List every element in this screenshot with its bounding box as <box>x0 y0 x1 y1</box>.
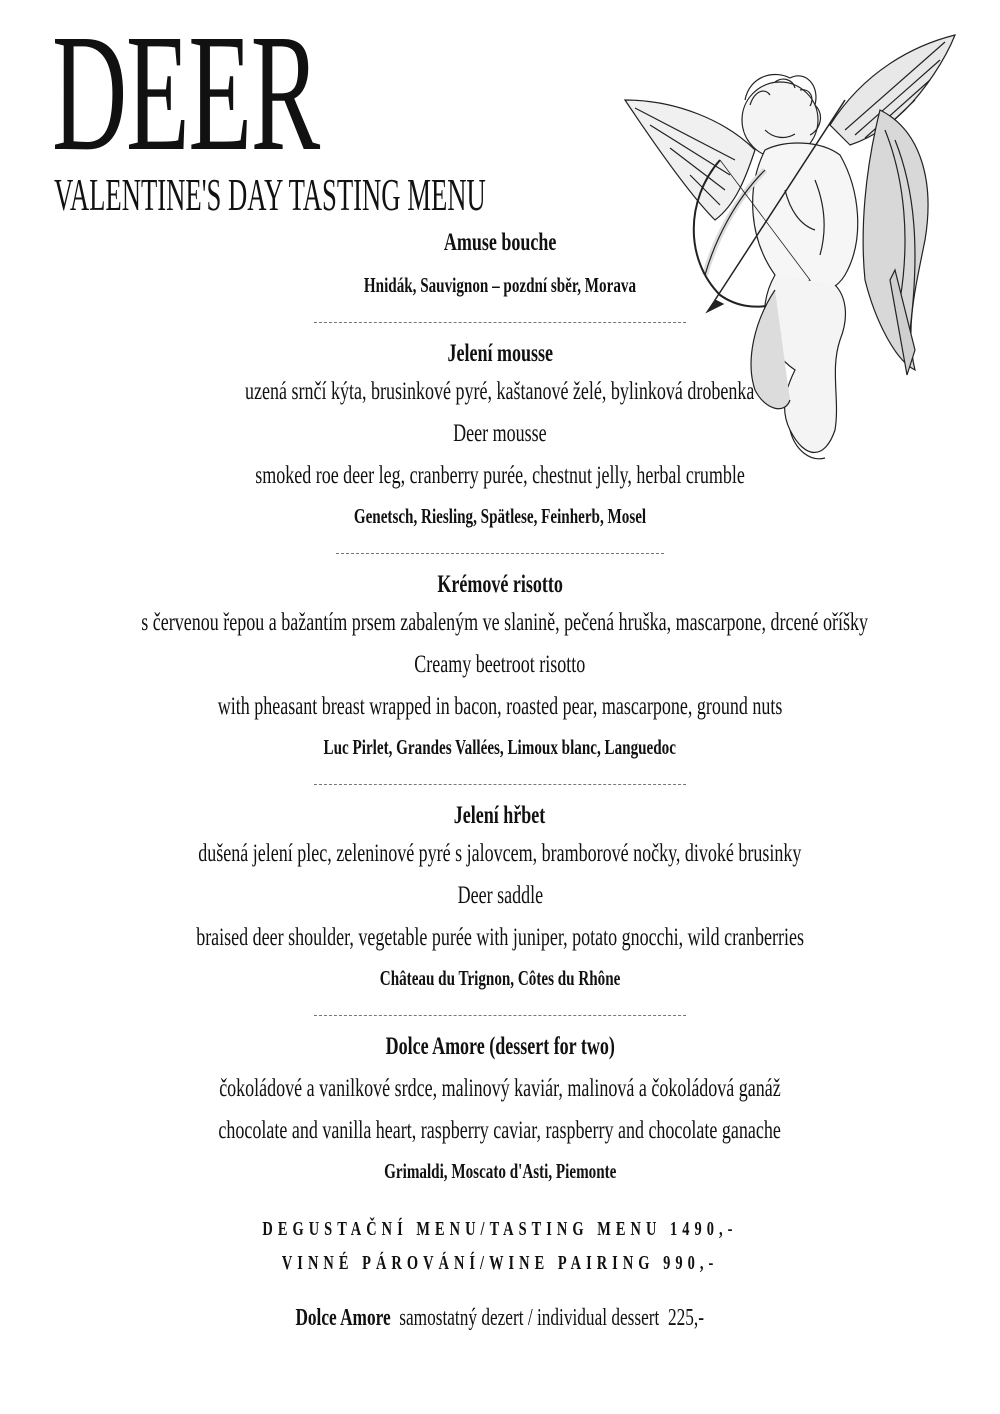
course-description-en: chocolate and vanilla heart, raspberry caviar, raspberry and chocolate ganache <box>218 1117 782 1144</box>
course-description-cz: uzená srnčí kýta, brusinkové pyré, kaštanové želé, bylinková drobenka <box>245 378 755 405</box>
course-title <box>0 1030 1000 1064</box>
dessert-note: (dessert for two) <box>488 1033 615 1060</box>
course-kremove-risotto <box>0 568 1000 766</box>
wine-pairing: Grimaldi, Moscato d'Asti, Piemonte <box>383 1159 617 1183</box>
individual-dessert-offer <box>0 1298 1000 1338</box>
wine-pairing-price: VINNÉ PÁROVÁNÍ/WINE PAIRING 990,- <box>281 1252 719 1274</box>
dashed-divider <box>314 322 686 323</box>
course-amuse-bouche <box>0 226 1000 304</box>
dessert-price: 225,- <box>668 1305 705 1331</box>
course-description-cz: čokoládové a vanilkové srdce, malinový kaviár, malinová a čokoládová ganáž <box>219 1075 781 1102</box>
tasting-menu <box>0 226 1000 1338</box>
dashed-divider <box>314 1015 686 1016</box>
course-title-en: Creamy beetroot risotto <box>414 651 586 678</box>
course-title-en: Deer saddle <box>457 882 543 909</box>
restaurant-title: DEER <box>52 0 319 186</box>
course-description-en: braised deer shoulder, vegetable purée with juniper, potato gnocchi, wild cranberries <box>196 924 804 951</box>
course-title: Jelení mousse <box>447 340 553 367</box>
dashed-divider <box>336 553 664 554</box>
tasting-menu-price: DEGUSTAČNÍ MENU/TASTING MENU 1490,- <box>262 1218 738 1240</box>
wine-pairing: Château du Trignon, Côtes du Rhône <box>379 966 621 990</box>
dashed-divider <box>314 784 686 785</box>
course-description-cz: dušená jelení plec, zeleninové pyré s jalovcem, bramborové nočky, divoké brusinky <box>198 840 802 867</box>
course-title: Jelení hřbet <box>454 802 546 829</box>
course-dolce-amore <box>0 1030 1000 1190</box>
dessert-name: Dolce Amore <box>385 1033 485 1060</box>
wine-pairing: Genetsch, Riesling, Spätlese, Feinherb, Mosel <box>353 504 647 528</box>
dessert-description: samostatný dezert / individual dessert <box>399 1305 660 1331</box>
course-jeleni-mousse <box>0 337 1000 535</box>
wine-pairing: Luc Pirlet, Grandes Vallées, Limoux blanc, Languedoc <box>323 735 677 759</box>
course-description-en: with pheasant breast wrapped in bacon, roasted pear, mascarpone, ground nuts <box>217 693 783 720</box>
course-description-en: smoked roe deer leg, cranberry purée, chestnut jelly, herbal crumble <box>255 462 745 489</box>
course-description-cz: s červenou řepou a bažantím prsem zabaleným ve slanině, pečená hruška, mascarpone, drcené oříšky <box>141 609 869 636</box>
wine-pairing: Hnidák, Sauvignon – pozdní sběr, Morava <box>363 273 637 297</box>
course-title: Amuse bouche <box>443 229 557 256</box>
course-title: Krémové risotto <box>437 571 563 598</box>
dessert-name: Dolce Amore <box>295 1305 391 1331</box>
menu-subtitle: VALENTINE'S DAY TASTING MENU <box>54 169 486 220</box>
course-jeleni-hrbet <box>0 799 1000 997</box>
course-title-en: Deer mousse <box>453 420 547 447</box>
